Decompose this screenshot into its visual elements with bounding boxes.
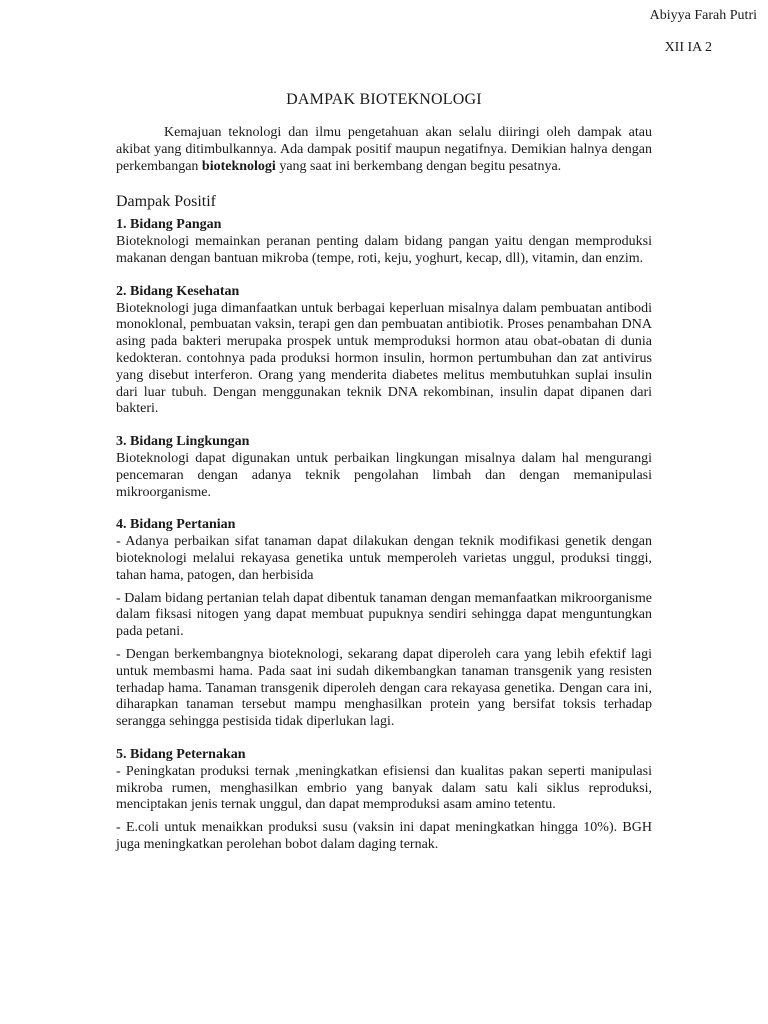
section-paragraph: - Peningkatan produksi ternak ,meningkatkan efisiensi dan kualitas pakan seperti manipulasi mikroba rumen, menghasilkan embrio yang banyak dalam satu kali siklus reproduksi, menciptakan jenis ternak unggul, dan dapat memproduksi asam amino tetentu. bbox=[116, 763, 652, 813]
section-paragraph: Bioteknologi dapat digunakan untuk perbaikan lingkungan misalnya dalam hal mengurangi pencemaran dengan adanya teknik pengolahan limbah dan dengan memanipulasi mikroorganisme. bbox=[116, 450, 652, 500]
section-heading: 5. Bidang Peternakan bbox=[116, 746, 246, 762]
section-lingkungan bbox=[116, 434, 652, 501]
intro-paragraph bbox=[116, 125, 652, 175]
section-paragraph: Bioteknologi juga dimanfaatkan untuk berbagai keperluan misalnya dalam pembuatan antibodi monoklonal, pembuatan vaksin, terapi gen dan pembuatan antibiotik. Proses penambahan DNA asing pada bakteri merupaka prospek untuk memproduksi hormon atau obat-obatan di dunia kedokteran. contohnya pada produksi hormon insulin, hormon pertumbuhan dan zat antivirus yang disebut interferon. Orang yang menderita diabetes melitus membutuhkan suplai insulin dari luar tubuh. Dengan menggunakan teknik DNA rekombinan, insulin dapat dipanen dari bakteri. bbox=[116, 300, 652, 417]
section-kesehatan bbox=[116, 284, 652, 418]
document-title: DAMPAK BIOTEKNOLOGI bbox=[286, 91, 482, 108]
section-paragraph: - Dengan berkembangnya bioteknologi, sekarang dapat diperoleh cara yang lebih efektif lagi untuk membasmi hama. Pada saat ini sudah dikembangkan tanaman transgenik yang resisten terhadap hama. Tanaman transgenik diperoleh dengan cara rekayasa genetika. Dengan cara ini, diharapkan tanaman tersebut mampu menghasilkan protein yang bersifat toksis terhadap serangga sehingga pestisida tidak diperlukan lagi. bbox=[116, 646, 652, 730]
section-heading: 3. Bidang Lingkungan bbox=[116, 434, 250, 450]
section-paragraph: Bioteknologi memainkan peranan penting dalam bidang pangan yaitu dengan memproduksi makanan dengan bantuan mikroba (tempe, roti, keju, yoghurt, kecap, dll), vitamin, dan enzim. bbox=[116, 234, 652, 266]
section-paragraph: - Dalam bidang pertanian telah dapat dibentuk tanaman dengan memanfaatkan mikroorganisme dalam fiksasi nitogen yang dapat membuat pupuknya sendiri sehingga dapat menguntungkan pada petani. bbox=[116, 590, 652, 640]
author-class: XII IA 2 bbox=[664, 40, 712, 55]
intro-text-before: Kemajuan teknologi dan ilmu pengetahuan akan selalu diiringi oleh dampak atau akibat yang ditimbulkannya. Ada dampak positif maupun negatifnya. Demikian halnya dengan perkembangan bbox=[116, 125, 652, 174]
section-peternakan bbox=[116, 747, 652, 854]
section-heading: 1. Bidang Pangan bbox=[116, 217, 222, 233]
section-pertanian bbox=[116, 517, 652, 731]
intro-text-after: yang saat ini berkembang dengan begitu pesatnya. bbox=[275, 158, 562, 174]
document-body bbox=[116, 125, 652, 870]
section-paragraph: - E.coli untuk menaikkan produksi susu (vaksin ini dapat meningkatkan hingga 10%). BGH juga meningkatkan perolehan bobot dalam daging ternak. bbox=[116, 820, 652, 852]
section-heading: 2. Bidang Kesehatan bbox=[116, 283, 240, 299]
section-pangan bbox=[116, 217, 652, 267]
section-heading: 4. Bidang Pertanian bbox=[116, 517, 236, 533]
section-title: Dampak Positif bbox=[116, 193, 216, 211]
author-name: Abiyya Farah Putri bbox=[649, 8, 757, 23]
section-paragraph: - Adanya perbaikan sifat tanaman dapat dilakukan dengan teknik modifikasi genetik dengan bioteknologi melalui rekayasa genetika untuk memperoleh varietas unggul, produksi tinggi, tahan hama, patogen, dan herbisida bbox=[116, 534, 652, 583]
intro-bold-term: bioteknologi bbox=[201, 158, 276, 174]
